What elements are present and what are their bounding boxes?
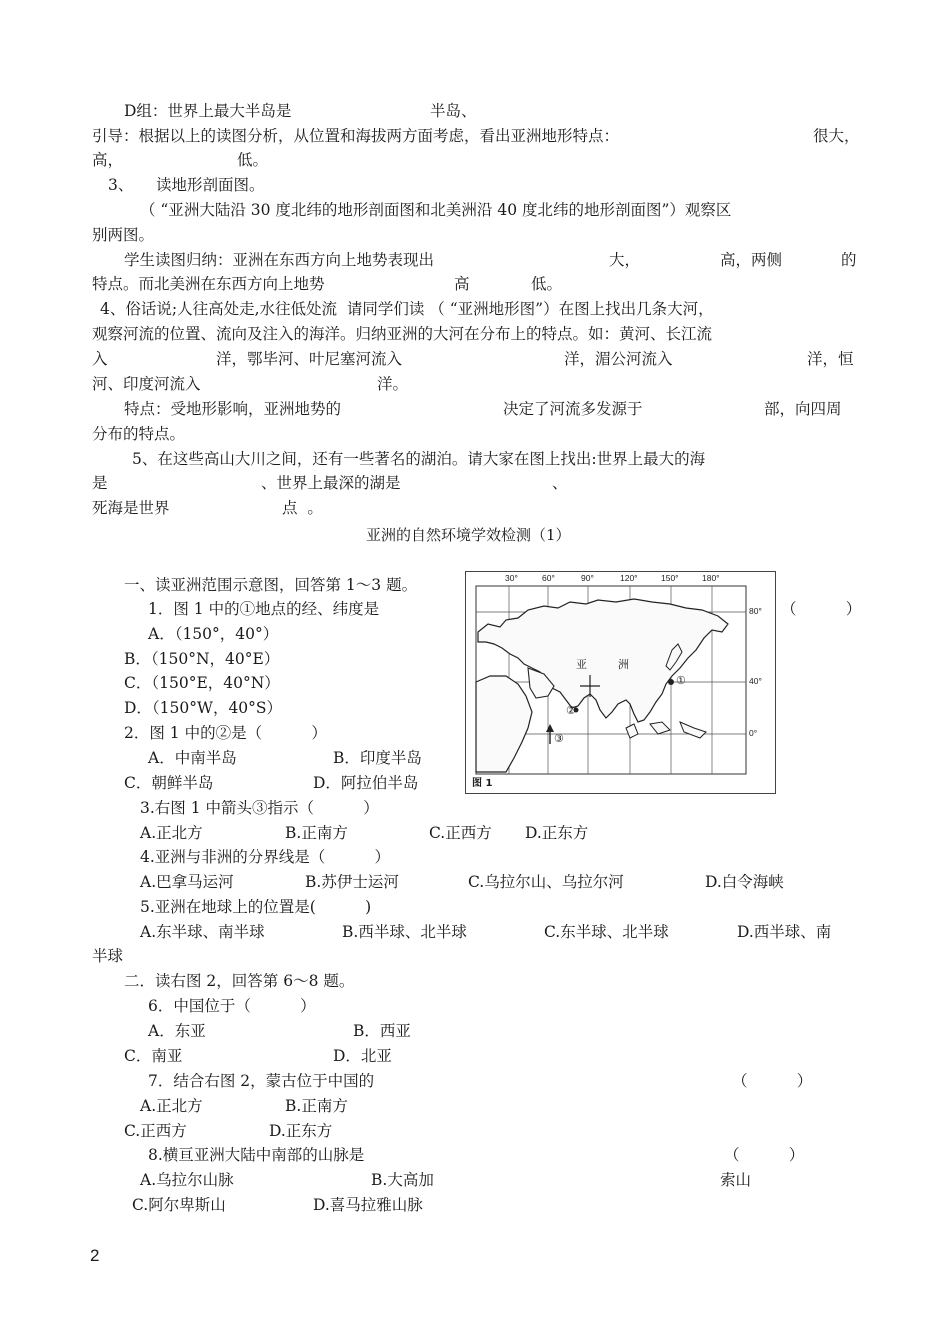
longitude-label: 180°: [702, 573, 720, 583]
text-line: 决定了河流多发源于: [503, 400, 643, 418]
option: D.正东方: [269, 1122, 333, 1140]
section-title: 亚洲的自然环境学效检测（1）: [366, 526, 571, 544]
text-line: 分布的特点。: [92, 425, 186, 443]
section-heading: 一、读亚洲范围示意图，回答第 1～3 题。: [124, 576, 418, 594]
marker-3-label: ③: [554, 732, 564, 745]
option: A.东半球、南半球: [140, 923, 265, 941]
option: 半球: [92, 947, 124, 965]
section-heading: 二．读右图 2，回答第 6～8 题。: [124, 972, 355, 990]
question: 5.亚洲在地球上的位置是( ): [140, 898, 372, 916]
option: D.白令海峡: [705, 873, 784, 891]
text-line: （ “亚洲大陆沿 30 度北纬的地形剖面图和北美洲沿 40 度北纬的地形剖面图”）观察区: [140, 201, 732, 219]
figure-caption: 图 1: [472, 778, 493, 789]
text-line: 高: [454, 275, 470, 293]
text-line: 洋。: [377, 375, 409, 393]
latitude-label: 40°: [749, 676, 762, 686]
text-line: 的: [841, 251, 857, 269]
option: C．朝鲜半岛: [124, 774, 214, 792]
text-line: D组：世界上最大半岛是: [124, 102, 292, 120]
longitude-label: 150°: [661, 573, 679, 583]
option: A.正北方: [140, 1097, 203, 1115]
question: 6．中国位于（ ）: [148, 997, 316, 1015]
option: B.西半球、北半球: [342, 923, 467, 941]
option: A.巴拿马运河: [140, 873, 234, 891]
option: B.正南方: [285, 1097, 348, 1115]
continent-label: 亚: [576, 658, 587, 671]
text-line: 部，向四周: [764, 400, 842, 418]
text-line: 引导：根据以上的读图分析，从位置和海拔两方面考虑，看出亚洲地形特点：: [92, 127, 620, 145]
question: 1．图 1 中的①地点的经、纬度是: [148, 600, 380, 618]
longitude-label: 90°: [581, 573, 594, 583]
option: C.东半球、北半球: [544, 923, 669, 941]
text-line: 洋，湄公河流入: [564, 350, 673, 368]
text-line: 洋，鄂毕河、叶尼塞河流入: [216, 350, 403, 368]
option: D．（150°W，40°S）: [124, 699, 283, 717]
option: B．西亚: [353, 1022, 411, 1040]
question: 4.亚洲与非洲的分界线是（ ）: [140, 848, 391, 866]
option: A.正北方: [140, 824, 203, 842]
text-line: 低。: [237, 151, 269, 169]
option: C.乌拉尔山、乌拉尔河: [468, 873, 624, 891]
text-line: 、: [552, 474, 568, 492]
option: B．（150°N，40°E）: [124, 650, 280, 668]
option: D．阿拉伯半岛: [313, 774, 419, 792]
marker-1-label: ①: [676, 674, 686, 687]
text-line: 学生读图归纳：亚洲在东西方向上地势表现出: [124, 251, 435, 269]
question: 3.右图 1 中箭头③指示（ ）: [140, 799, 379, 817]
text-line: 5、在这些高山大川之间，还有一些著名的湖泊。请大家在图上找出:世界上最大的海: [132, 450, 706, 468]
text-line: 很大，: [813, 127, 860, 145]
longitude-label: 120°: [620, 573, 638, 583]
text-line: 、世界上最深的湖是: [261, 474, 401, 492]
latitude-label: 0°: [749, 728, 758, 738]
asia-map-drawing: [466, 572, 775, 793]
text-line: 河、印度河流入: [92, 375, 201, 393]
text-line: 大，: [609, 251, 641, 269]
question: 7．结合右图 2，蒙古位于中国的: [148, 1072, 375, 1090]
text-line: 死海是世界: [92, 499, 170, 517]
text-line: 半岛、: [430, 102, 477, 120]
answer-blank: （ ）: [724, 1146, 805, 1164]
option: B．印度半岛: [333, 749, 422, 767]
text-line: 4、俗话说;人往高处走,水往低处流 请同学们读 （ “亚洲地形图”）在图上找出几条大河，: [100, 300, 714, 318]
option: C．（150°E，40°N）: [124, 674, 280, 692]
question: 8.横亘亚洲大陆中南部的山脉是: [148, 1146, 365, 1164]
option: D．北亚: [333, 1047, 392, 1065]
continent-label: 洲: [618, 658, 629, 671]
text-line: 特点。而北美洲在东西方向上地势: [92, 275, 325, 293]
answer-blank: （ ）: [781, 600, 862, 618]
option: A.乌拉尔山脉: [140, 1171, 234, 1189]
option: C.阿尔卑斯山: [132, 1196, 226, 1214]
question: 2．图 1 中的②是（ ）: [124, 724, 327, 742]
option: A．中南半岛: [148, 749, 237, 767]
marker-2-label: ②: [566, 704, 576, 717]
text-line: 高，两侧: [720, 251, 783, 269]
option: C.正西方: [124, 1122, 187, 1140]
longitude-label: 60°: [542, 573, 555, 583]
option: D.西半球、南: [737, 923, 832, 941]
longitude-label: 30°: [505, 573, 518, 583]
asia-map-figure: [465, 571, 776, 794]
text-line: 低。: [531, 275, 563, 293]
text-line: 点 。: [282, 499, 323, 517]
text-line: 入: [92, 350, 108, 368]
option: A．（150°，40°）: [148, 625, 279, 643]
option: B.苏伊士运河: [305, 873, 399, 891]
text-line: 特点：受地形影响，亚洲地势的: [124, 400, 342, 418]
option: D.正东方: [525, 824, 589, 842]
text-line: 是: [92, 474, 108, 492]
page-number: 2: [90, 1246, 100, 1265]
option: B.大高加: [371, 1171, 434, 1189]
option: A．东亚: [148, 1022, 206, 1040]
latitude-label: 80°: [749, 606, 762, 616]
text-line: 别两图。: [92, 226, 155, 244]
text-line: 观察河流的位置、流向及注入的海洋。归纳亚洲的大河在分布上的特点。如：黄河、长江流: [92, 325, 713, 343]
text-line: 读地形剖面图。: [156, 176, 265, 194]
option: B.正南方: [285, 824, 348, 842]
option: D.喜马拉雅山脉: [313, 1196, 423, 1214]
text-line: 3、: [108, 176, 134, 194]
text-line: 洋，恒: [807, 350, 854, 368]
answer-blank: （ ）: [732, 1072, 813, 1090]
text-line: 高，: [92, 151, 124, 169]
option: C．南亚: [124, 1047, 183, 1065]
option: C.正西方: [429, 824, 492, 842]
option: 索山: [720, 1171, 752, 1189]
